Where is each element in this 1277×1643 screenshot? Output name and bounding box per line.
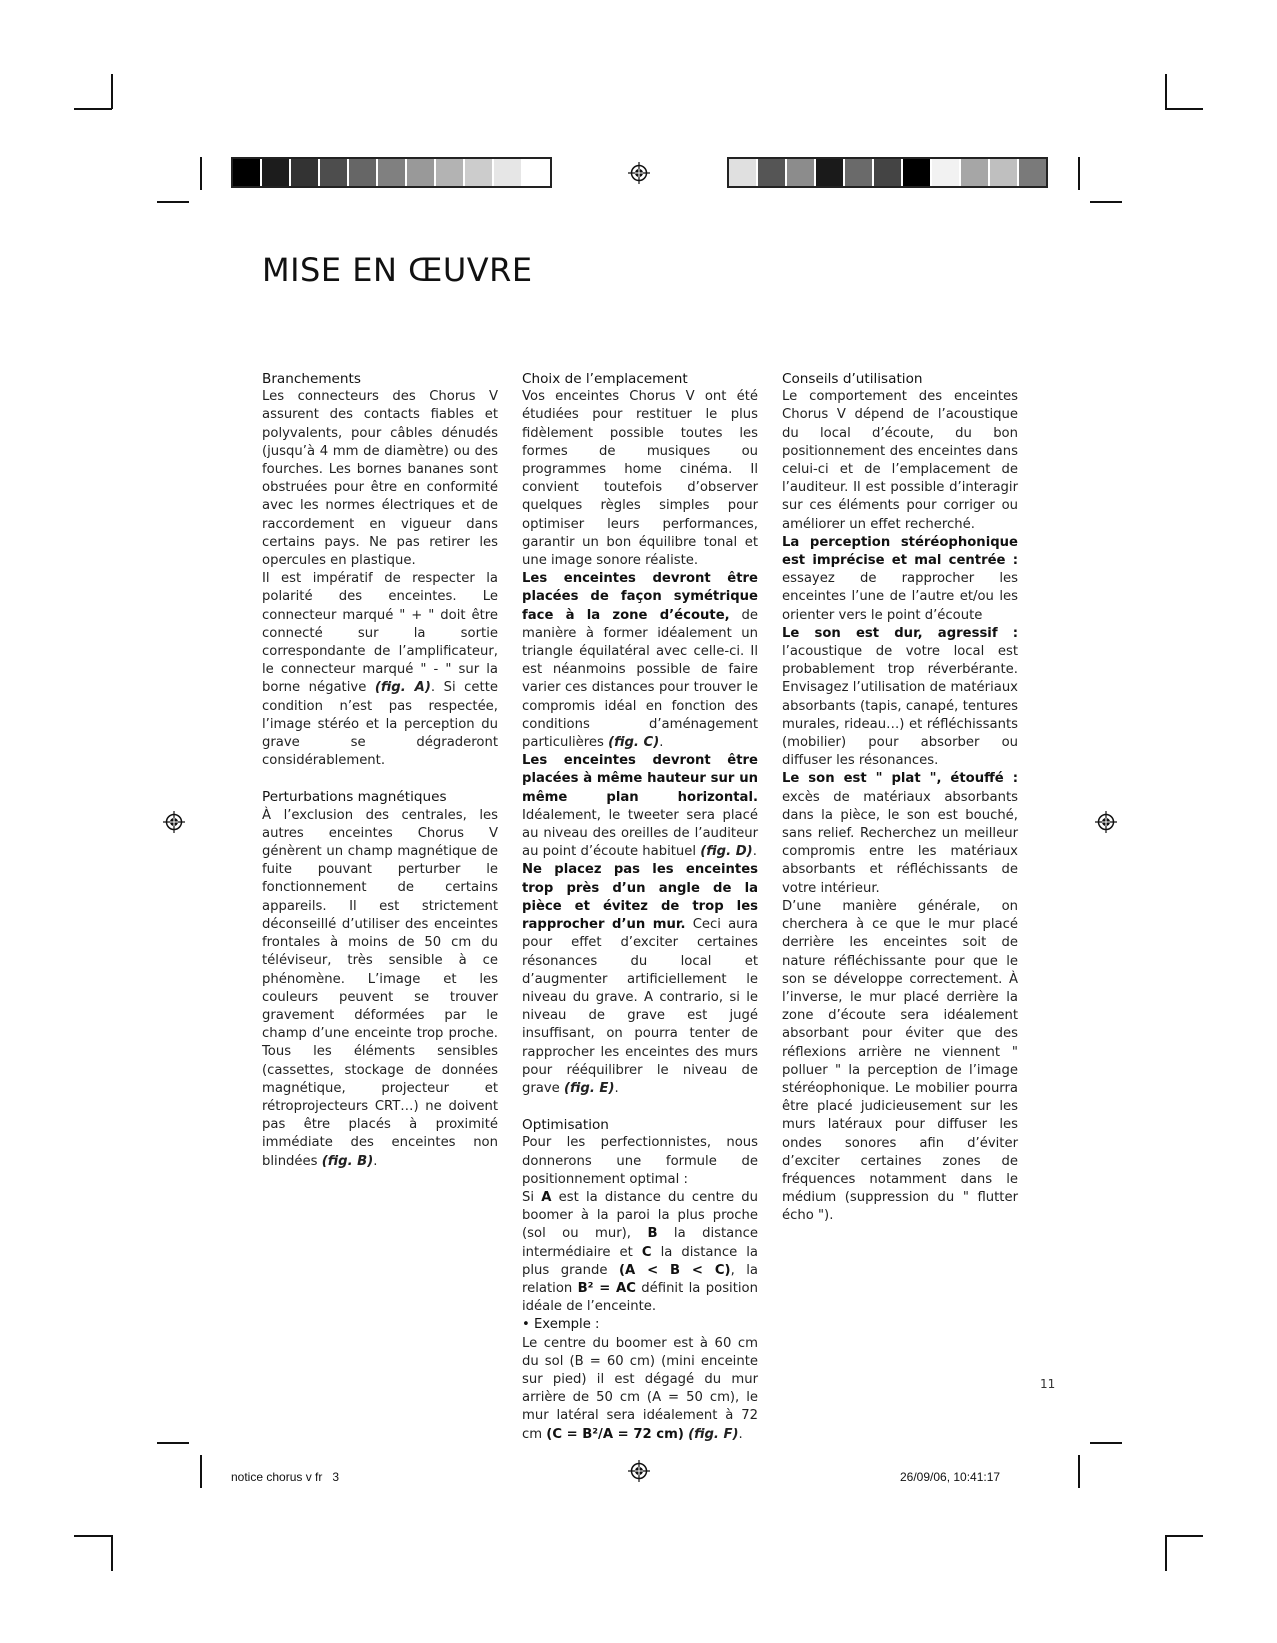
color-swatch — [845, 159, 874, 186]
paragraph: Vos enceintes Chorus V ont été étudiées pour restituer le plus fidèlement possible toutes les formes de musiques ou programmes home cinéma. Il convient toutefois d’observer quelques règles simples pour optimiser leurs performances, garantir un bon équilibre tonal et une image sonore réaliste. — [522, 389, 758, 569]
section-heading: Optimisation — [522, 1117, 609, 1134]
color-swatch — [816, 159, 845, 186]
paragraph: Les connecteurs des Chorus V assurent des contacts fiables et polyvalents, pour câbles dénudés (jusqu’à 4 mm de diamètre) ou des fourches. Les bornes bananes sont obstruées pour être en conformité avec les normes électriques et de raccordement en vigueur dans certains pays. Ne pas retirer les opercules en plastique. — [262, 389, 498, 569]
column-conseils — [782, 370, 1018, 1226]
paragraph: Le comportement des enceintes Chorus V dépend de l’acoustique du local d’écoute, du bon positionnement des enceintes dans celui-ci et de l’emplacement de l’auditeur. Il est possible d’interagir sur ces éléments pour corriger ou améliorer un effet recherché. — [782, 389, 1018, 532]
crop-mark — [1090, 1442, 1122, 1444]
crop-mark — [1078, 1455, 1080, 1488]
crop-mark — [1165, 1535, 1203, 1537]
grayscale-calibration-strip — [231, 157, 552, 188]
tone-calibration-strip — [727, 157, 1048, 188]
paragraph: D’une manière générale, on cherchera à ce que le mur placé derrière les enceintes soit de nature réfléchissante pour que le son se développe correctement. À l’inverse, le mur placé derrière la zone d’écoute sera idéalement absorbant pour éviter que des réflexions arrière ne viennent " polluer " la perception de l’image stéréophonique. Le mobilier pourra être placé judicieusement sur les murs latéraux pour diffuser les ondes sonores afin d’éviter d’exciter certaines zones de fréquences notamment dans le médium (suppression du " flutter écho "). — [782, 898, 1018, 1224]
color-swatch — [874, 159, 903, 186]
registration-mark-icon — [628, 1460, 650, 1482]
color-swatch — [378, 159, 407, 186]
crop-mark — [157, 1442, 189, 1444]
section-heading: Choix de l’emplacement — [522, 371, 688, 387]
crop-mark — [1165, 74, 1167, 109]
color-swatch — [465, 159, 494, 186]
color-swatch — [932, 159, 961, 186]
registration-mark-icon — [628, 162, 650, 184]
footer-timestamp: 26/09/06, 10:41:17 — [900, 1470, 1001, 1484]
crop-mark — [111, 74, 113, 109]
crop-mark — [200, 157, 202, 190]
section-heading: Branchements — [262, 371, 361, 387]
crop-mark — [1078, 157, 1080, 190]
color-swatch — [990, 159, 1019, 186]
crop-mark — [74, 108, 112, 110]
paragraph: Les enceintes devront être placées de façon symétrique face à la zone d’écoute, de manière à former idéalement un triangle équilatéral avec celle-ci. Il est néanmoins possible de faire varier ces distances pour trouver le compromis idéal en fonction des conditions d’aménagement particulières (fig. C). — [522, 571, 758, 751]
paragraph: À l’exclusion des centrales, les autres enceintes Chorus V génèrent un champ magnétique de fuite pouvant perturber le fonctionnement de certains appareils. Il est strictement déconseillé d’utiliser des enceintes frontales à moins de 50 cm du téléviseur, très sensible à ce phénomène. L’image et les couleurs peuvent se trouver gravement déformées par le champ d’une enceinte trop proche. Tous les éléments sensibles (cassettes, stockage de données magnétique, projecteur et rétroprojecteurs CRT…) ne doivent pas être placés à proximité immédiate des enceintes non blindées (fig. B). — [262, 807, 498, 1169]
color-swatch — [903, 159, 932, 186]
crop-mark — [74, 1535, 112, 1537]
color-swatch — [961, 159, 990, 186]
crop-mark — [157, 201, 189, 203]
paragraph: Pour les perfectionnistes, nous donnerons une formule de positionnement optimal : — [522, 1135, 758, 1187]
color-swatch — [262, 159, 291, 186]
color-swatch — [1019, 159, 1046, 186]
color-swatch — [758, 159, 787, 186]
paragraph: Le son est " plat ", étouffé : excès de matériaux absorbants dans la pièce, le son est bouché, sans relief. Recherchez un meilleur compromis entre les matériaux absorbants et réfléchissants de votre intérieur. — [782, 771, 1018, 896]
footer-filename: notice chorus v fr 3 — [231, 1470, 340, 1484]
registration-mark-icon — [1095, 811, 1117, 833]
color-swatch — [494, 159, 523, 186]
color-swatch — [729, 159, 758, 186]
crop-mark — [1165, 1535, 1167, 1571]
column-branchements — [262, 370, 498, 1171]
paragraph: Si A est la distance du centre du boomer à la paroi la plus proche (sol ou mur), B la distance intermédiaire et C la distance la plus grande (A < B < C), la relation B² = AC définit la position idéale de l’enceinte. — [522, 1189, 758, 1315]
paragraph: Il est impératif de respecter la polarité des enceintes. Le connecteur marqué " + " doit être connecté sur la sortie correspondante de l’amplificateur, le connecteur marqué " - " sur la borne négative (fig. A). Si cette condition n’est pas respectée, l’image stéréo et la perception du grave se dégraderont considérablement. — [262, 571, 498, 769]
crop-mark — [111, 1535, 113, 1571]
color-swatch — [320, 159, 349, 186]
crop-mark — [1090, 201, 1122, 203]
example-label: • Exemple : — [522, 1317, 600, 1333]
paragraph: La perception stéréophonique est imprécise et mal centrée : essayez de rapprocher les enceintes l’une de l’autre et/ou les orienter vers le point d’écoute — [782, 534, 1018, 623]
color-swatch — [407, 159, 436, 186]
column-emplacement — [522, 370, 758, 1444]
color-swatch — [523, 159, 550, 186]
page-number: 11 — [1040, 1377, 1056, 1391]
color-swatch — [291, 159, 320, 186]
color-swatch — [233, 159, 262, 186]
crop-mark — [200, 1455, 202, 1488]
color-swatch — [349, 159, 378, 186]
registration-mark-icon — [163, 811, 185, 833]
page-title: MISE EN ŒUVRE — [262, 251, 533, 289]
section-heading: Conseils d’utilisation — [782, 371, 923, 387]
paragraph: Le centre du boomer est à 60 cm du sol (B = 60 cm) (mini enceinte sur pied) il est dégagé du mur arrière de 50 cm (A = 50 cm), le mur latéral sera idéalement à 72 cm (C = B²/A = 72 cm) (fig. F). — [522, 1335, 758, 1442]
color-swatch — [436, 159, 465, 186]
paragraph: Les enceintes devront être placées à même hauteur sur un même plan horizontal. Idéalement, le tweeter sera placé au niveau des oreilles de l’auditeur au point d’écoute habituel (fig. D). — [522, 753, 758, 860]
color-swatch — [787, 159, 816, 186]
crop-mark — [1165, 108, 1203, 110]
paragraph: Le son est dur, agressif : l’acoustique de votre local est probablement trop réverbérante. Envisagez l’utilisation de matériaux absorbants (tapis, canapé, tentures murales, rideau…) et réfléchissants (mobilier) pour absorber ou diffuser les résonances. — [782, 625, 1018, 769]
paragraph: Ne placez pas les enceintes trop près d’un angle de la pièce et évitez de trop les rapprocher d’un mur. Ceci aura pour effet d’exciter certaines résonances du local et d’augmenter artificiellement le niveau du grave. A contrario, si le niveau de grave est jugé insuffisant, on pourra tenter de rapprocher les enceintes des murs pour rééquilibrer le niveau de grave (fig. E). — [522, 862, 759, 1096]
section-heading: Perturbations magnétiques — [262, 789, 447, 806]
